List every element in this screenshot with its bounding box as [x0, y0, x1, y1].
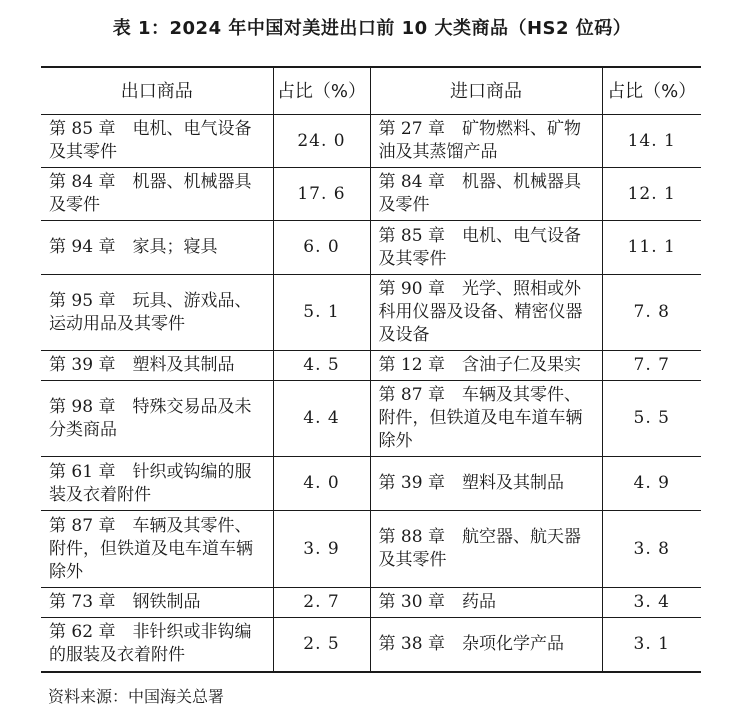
export-share: 3. 9 [273, 511, 370, 588]
import-share: 3. 8 [602, 511, 701, 588]
import-share: 3. 4 [602, 588, 701, 618]
import-item: 第 27 章 矿物燃料、矿物油及其蒸馏产品 [370, 115, 602, 168]
import-item: 第 88 章 航空器、航天器及其零件 [370, 511, 602, 588]
table-row [41, 588, 701, 618]
export-share: 6. 0 [273, 221, 370, 275]
import-share-header: 占比（%） [602, 67, 701, 115]
export-item: 第 85 章 电机、电气设备及其零件 [41, 115, 273, 168]
table-row [41, 351, 701, 381]
import-share: 14. 1 [602, 115, 701, 168]
export-share: 4. 4 [273, 381, 370, 457]
export-item: 第 98 章 特殊交易品及未分类商品 [41, 381, 273, 457]
import-share: 7. 8 [602, 275, 701, 351]
source-note: 资料来源：中国海关总署 [48, 687, 225, 706]
import-item: 第 87 章 车辆及其零件、附件，但铁道及电车道车辆除外 [370, 381, 602, 457]
table-title: 表 1：2024 年中国对美进出口前 10 大类商品（HS2 位码） [112, 18, 632, 39]
table-row [41, 381, 701, 457]
export-item: 第 62 章 非针织或非钩编的服装及衣着附件 [41, 618, 273, 672]
export-share: 4. 0 [273, 457, 370, 511]
import-share: 12. 1 [602, 168, 701, 221]
export-share: 17. 6 [273, 168, 370, 221]
import-item: 第 85 章 电机、电气设备及其零件 [370, 221, 602, 275]
trade-table [41, 66, 701, 673]
table-row [41, 221, 701, 275]
import-share: 5. 5 [602, 381, 701, 457]
import-item: 第 84 章 机器、机械器具及零件 [370, 168, 602, 221]
import-item: 第 39 章 塑料及其制品 [370, 457, 602, 511]
export-item: 第 95 章 玩具、游戏品、运动用品及其零件 [41, 275, 273, 351]
table-row [41, 457, 701, 511]
import-item: 第 30 章 药品 [370, 588, 602, 618]
export-item: 第 87 章 车辆及其零件、附件，但铁道及电车道车辆除外 [41, 511, 273, 588]
export-share: 4. 5 [273, 351, 370, 381]
import-item: 第 38 章 杂项化学产品 [370, 618, 602, 672]
import-item-header: 进口商品 [370, 67, 602, 115]
export-share: 2. 7 [273, 588, 370, 618]
import-share: 3. 1 [602, 618, 701, 672]
table-header-row [41, 67, 701, 115]
export-share: 5. 1 [273, 275, 370, 351]
export-item: 第 39 章 塑料及其制品 [41, 351, 273, 381]
export-item: 第 61 章 针织或钩编的服装及衣着附件 [41, 457, 273, 511]
table-row [41, 115, 701, 168]
export-item: 第 73 章 钢铁制品 [41, 588, 273, 618]
import-item: 第 90 章 光学、照相或外科用仪器及设备、精密仪器及设备 [370, 275, 602, 351]
export-share: 24. 0 [273, 115, 370, 168]
import-share: 7. 7 [602, 351, 701, 381]
export-share-header: 占比（%） [273, 67, 370, 115]
table-row [41, 618, 701, 672]
table-row [41, 168, 701, 221]
table-row [41, 511, 701, 588]
export-share: 2. 5 [273, 618, 370, 672]
import-item: 第 12 章 含油子仁及果实 [370, 351, 602, 381]
import-share: 4. 9 [602, 457, 701, 511]
export-item-header: 出口商品 [41, 67, 273, 115]
import-share: 11. 1 [602, 221, 701, 275]
export-item: 第 84 章 机器、机械器具及零件 [41, 168, 273, 221]
table-row [41, 275, 701, 351]
export-item: 第 94 章 家具；寝具 [41, 221, 273, 275]
